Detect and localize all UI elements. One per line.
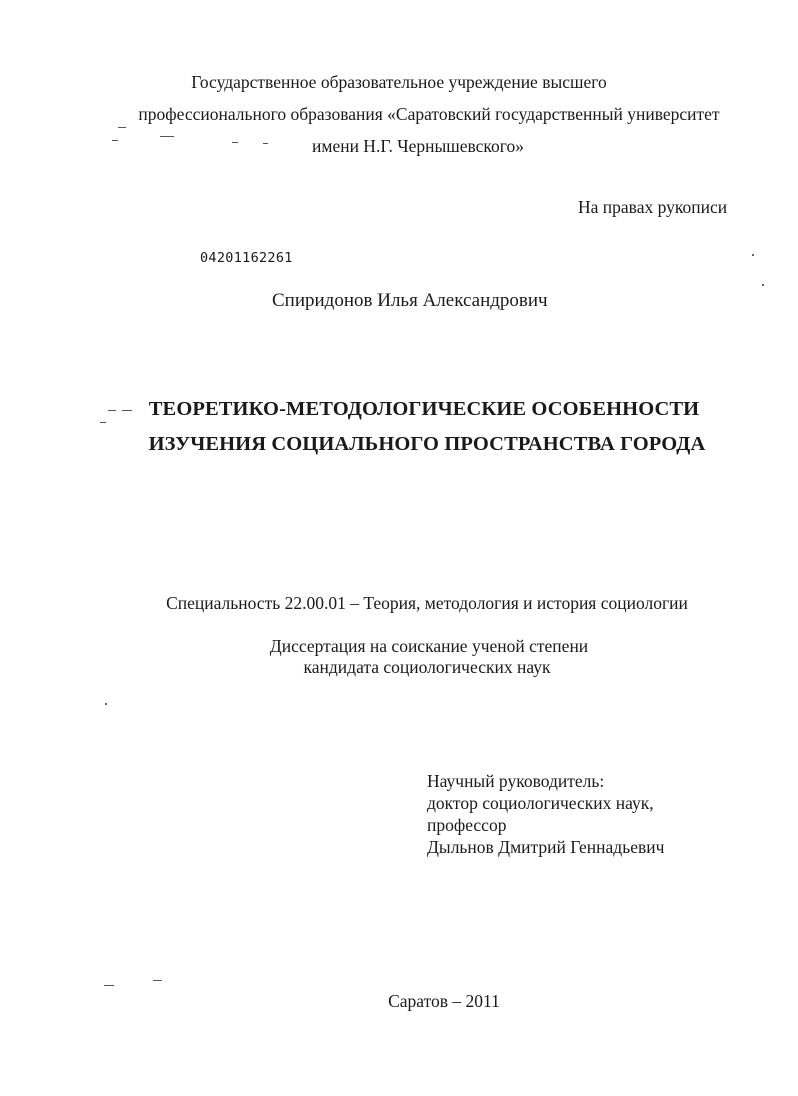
institution-line-2: профессионального образования «Саратовский государственный университет — [138, 104, 720, 124]
scan-mark — [112, 140, 118, 141]
scan-mark — [104, 985, 114, 986]
author-name: Спиридонов Илья Александрович — [272, 290, 548, 311]
institution-line-1: Государственное образовательное учреждение высшего — [191, 72, 607, 92]
scan-dot — [752, 254, 754, 256]
scan-mark — [118, 127, 126, 128]
rights-note: На правах рукописи — [578, 197, 728, 217]
specialty-line: Специальность 22.00.01 – Теория, методология и история социологии — [166, 593, 688, 613]
supervisor-label: Научный руководитель: — [427, 771, 605, 791]
scan-mark — [122, 410, 132, 411]
registration-code: 04201162261 — [200, 250, 293, 266]
scan-mark — [263, 143, 268, 144]
scan-mark — [108, 410, 116, 411]
scan-mark — [100, 422, 106, 423]
scan-mark — [153, 980, 162, 981]
scan-dot — [762, 284, 764, 286]
supervisor-rank: профессор — [427, 815, 507, 835]
degree-line-2: кандидата социологических наук — [303, 657, 551, 677]
scan-dot — [105, 703, 107, 705]
dissertation-title-line-2: ИЗУЧЕНИЯ СОЦИАЛЬНОГО ПРОСТРАНСТВА ГОРОДА — [148, 433, 706, 455]
supervisor-name: Дыльнов Дмитрий Геннадьевич — [427, 837, 665, 857]
scan-mark — [232, 142, 238, 143]
supervisor-degree: доктор социологических наук, — [427, 793, 654, 813]
dissertation-title-line-1: ТЕОРЕТИКО-МЕТОДОЛОГИЧЕСКИЕ ОСОБЕННОСТИ — [148, 398, 700, 420]
city-year: Саратов – 2011 — [388, 991, 500, 1011]
scan-mark — [160, 136, 174, 137]
degree-line-1: Диссертация на соискание ученой степени — [269, 636, 589, 656]
institution-line-3: имени Н.Г. Чернышевского» — [312, 136, 525, 156]
